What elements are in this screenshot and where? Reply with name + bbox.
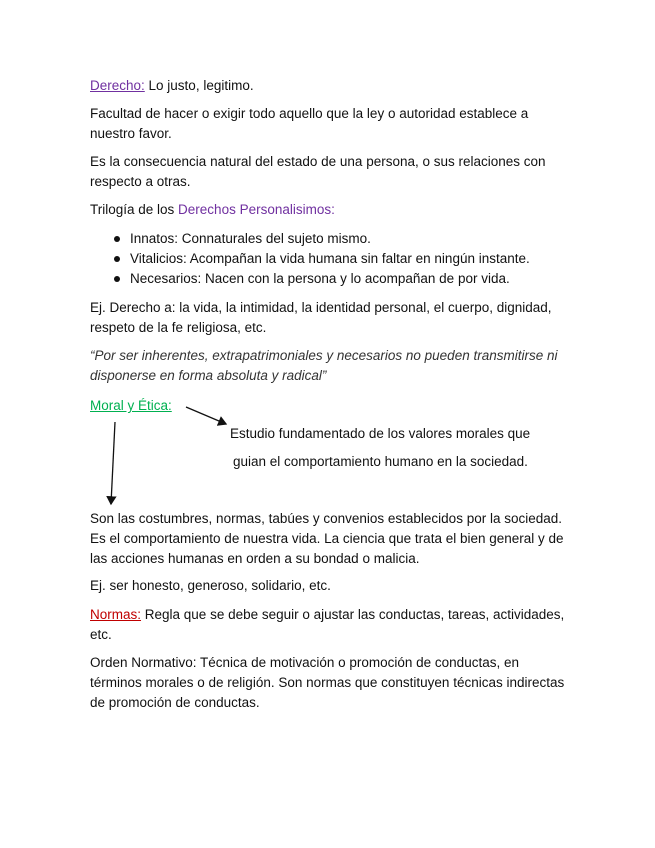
list-item: Necesarios: Nacen con la persona y lo acompañan de por vida. (112, 269, 530, 289)
normas-paragraph (90, 605, 570, 645)
derecho-definition: Lo justo, legitimo. (144, 78, 254, 93)
moral-term: Moral y Ética: (90, 398, 172, 413)
list-item: Innatos: Connaturales del sujeto mismo. (112, 229, 530, 249)
moral-heading (90, 396, 570, 416)
trilogia-prefix: Trilogía de los (90, 202, 179, 217)
ejemplo-derecho-paragraph: Ej. Derecho a: la vida, la intimidad, la identidad personal, el cuerpo, dignidad, respeto de la fe religiosa, etc. (90, 300, 552, 335)
normas-definition: Regla que se debe seguir o ajustar las conductas, tareas, actividades, etc. (90, 607, 565, 642)
consecuencia-paragraph: Es la consecuencia natural del estado de una persona, o sus relaciones con respecto a otras. (90, 154, 546, 189)
moral-definition-paragraph: Son las costumbres, normas, tabúes y convenios establecidos por la sociedad. Es el comportamiento de nuestra vida. La ciencia que trata el bien general y de las acciones humanas en orden a su bondad o malicia. (90, 511, 564, 566)
orden-normativo-paragraph: Orden Normativo: Técnica de motivación o promoción de conductas, en términos morales o de religión. Son normas que constituyen técnicas indirectas de promoción de conductas. (90, 655, 565, 710)
trilogia-term: Derechos Personalisimos: (178, 202, 335, 217)
derecho-term: Derecho: (90, 78, 145, 93)
ejemplo-moral-paragraph: Ej. ser honesto, generoso, solidario, etc. (90, 578, 331, 593)
trilogia-heading (90, 200, 570, 220)
arrow-to-moral (111, 422, 115, 504)
facultad-paragraph: Facultad de hacer o exigir todo aquello que la ley o autoridad establece a nuestro favor. (90, 106, 529, 141)
derecho-paragraph (90, 76, 570, 96)
normas-term: Normas: (90, 607, 142, 622)
derechos-list (112, 229, 530, 289)
cita-paragraph: “Por ser inherentes, extrapatrimoniales y necesarios no pueden transmitirse ni disponerse en forma absoluta y radical” (90, 348, 558, 383)
list-item: Vitalicios: Acompañan la vida humana sin faltar en ningún instante. (112, 249, 530, 269)
etica-line-1: Estudio fundamentado de los valores morales que (230, 426, 531, 441)
etica-line-2: guian el comportamiento humano en la sociedad. (233, 454, 528, 469)
